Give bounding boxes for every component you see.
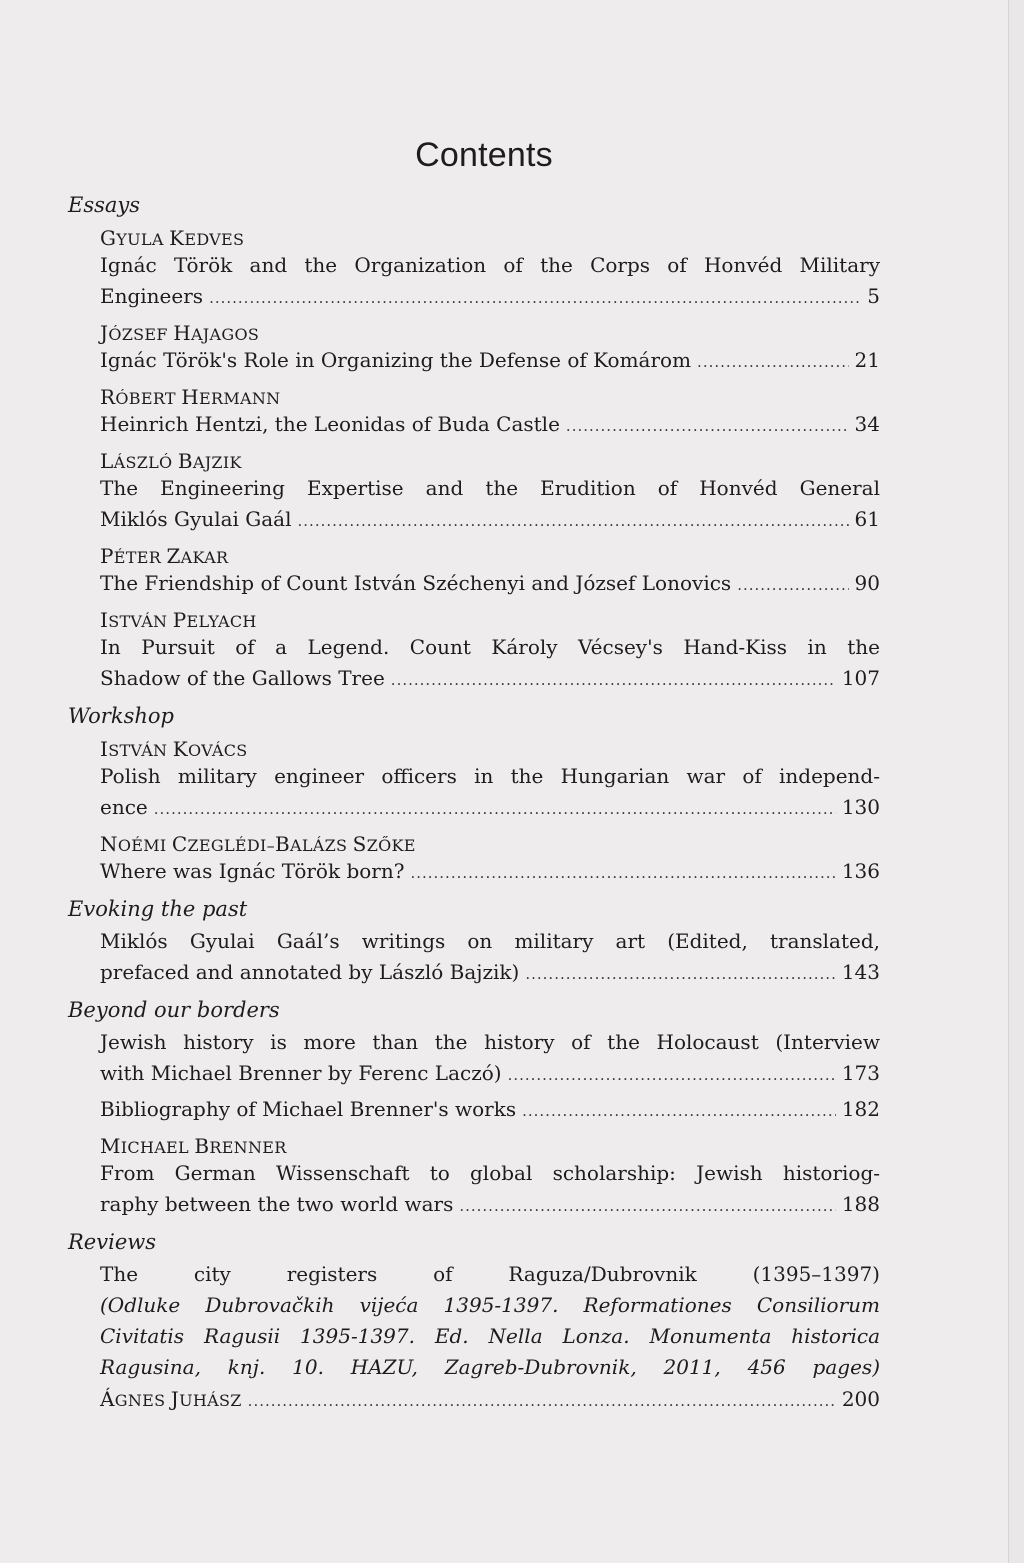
- entry-title-line: Jewish history is more than the history of the Holocaust (Interview: [100, 1030, 880, 1054]
- entry-title-line: Heinrich Hentzi, the Leonidas of Buda Castle: [100, 412, 560, 436]
- entry-author: LÁSZLÓ BAJZIK: [100, 449, 242, 473]
- entry-last-line: [100, 663, 880, 696]
- entry-last-line: [100, 1189, 880, 1222]
- entry-last-line: [100, 1058, 880, 1091]
- entry-title-line: raphy between the two world wars: [100, 1192, 454, 1216]
- entry-last-line: [100, 1094, 880, 1127]
- toc-entry: [100, 828, 880, 889]
- toc-entry: [100, 317, 880, 378]
- toc-entry: [100, 604, 880, 696]
- dot-leader: [508, 1060, 836, 1091]
- dot-leader: [410, 858, 835, 889]
- toc-entry: [100, 1094, 880, 1127]
- dot-leader: [459, 1191, 835, 1222]
- dot-leader: [298, 506, 849, 537]
- entry-subtitle-line: Ragusina, knj. 10. HAZU, Zagreb-Dubrovnik, 2011, 456 pages): [100, 1355, 880, 1379]
- toc-entry: [100, 733, 880, 825]
- entry-title-line: Where was Ignác Török born?: [100, 859, 405, 883]
- dot-leader: [209, 283, 861, 314]
- toc-entry: [100, 381, 880, 442]
- toc-entry: [100, 1027, 880, 1091]
- page-number: 34: [854, 412, 880, 436]
- dot-leader: [697, 347, 849, 378]
- page-number: 61: [854, 507, 880, 531]
- entry-last-line: [100, 957, 880, 990]
- page-title: Contents: [415, 136, 553, 174]
- section-heading: Reviews: [68, 1230, 156, 1254]
- page-number: 136: [841, 859, 880, 883]
- entry-title-line: Polish military engineer officers in the Hungarian war of independ-: [100, 764, 880, 788]
- entry-title-line: Ignác Török's Role in Organizing the Defense of Komárom: [100, 348, 692, 372]
- table-of-contents: [68, 188, 880, 1420]
- entry-author: RÓBERT HERMANN: [100, 385, 281, 409]
- toc-entry: [100, 926, 880, 990]
- page-number: 182: [841, 1097, 880, 1121]
- section-heading: Workshop: [68, 704, 174, 728]
- dot-leader: [391, 665, 836, 696]
- section-heading: Evoking the past: [68, 897, 248, 921]
- entry-last-line: [100, 409, 880, 442]
- dot-leader: [522, 1096, 836, 1127]
- toc-entry: [100, 445, 880, 537]
- page-number: 90: [854, 571, 880, 595]
- dot-leader: [248, 1386, 836, 1417]
- entry-title-line: ence: [100, 795, 148, 819]
- dot-leader: [525, 959, 835, 990]
- entry-title-line: with Michael Brenner by Ferenc Laczó): [100, 1061, 502, 1085]
- entry-subtitle-line: Civitatis Ragusii 1395-1397. Ed. Nella Lonza. Monumenta historica: [100, 1324, 880, 1348]
- page-number: 143: [841, 960, 880, 984]
- entry-title-line: Shadow of the Gallows Tree: [100, 666, 385, 690]
- entry-title-line: In Pursuit of a Legend. Count Károly Vécsey's Hand-Kiss in the: [100, 635, 880, 659]
- page-number: 173: [841, 1061, 880, 1085]
- toc-entry: [100, 222, 880, 314]
- dot-leader: [154, 794, 836, 825]
- entry-title-line: prefaced and annotated by László Bajzik): [100, 960, 520, 984]
- entry-last-line: [100, 856, 880, 889]
- dot-leader: [566, 411, 849, 442]
- entry-title-line: From German Wissenschaft to global scholarship: Jewish historiog-: [100, 1161, 880, 1185]
- page-number: 130: [841, 795, 880, 819]
- entry-last-line: [100, 504, 880, 537]
- entry-last-line: [100, 792, 880, 825]
- toc-entry: [100, 1259, 880, 1417]
- section-heading: Essays: [68, 193, 141, 217]
- entry-author: PÉTER ZAKAR: [100, 544, 229, 568]
- page-number: 5: [867, 284, 880, 308]
- entry-author: ISTVÁN KOVÁCS: [100, 737, 248, 761]
- entry-author: JÓZSEF HAJAGOS: [100, 321, 260, 345]
- entry-author: ISTVÁN PELYACH: [100, 608, 257, 632]
- entry-title-line: Ignác Török and the Organization of the Corps of Honvéd Military: [100, 253, 880, 277]
- page-number: 107: [841, 666, 880, 690]
- page-number: 188: [841, 1192, 880, 1216]
- entry-title-line: Engineers: [100, 284, 204, 308]
- entry-title-line: The Friendship of Count István Széchenyi and József Lonovics: [100, 571, 732, 595]
- dot-leader: [737, 570, 848, 601]
- page-number: 200: [841, 1387, 880, 1411]
- page-number: 21: [854, 348, 880, 372]
- toc-entry: [100, 1130, 880, 1222]
- entry-title-line: The Engineering Expertise and the Erudition of Honvéd General: [100, 476, 880, 500]
- entry-author: NOÉMI CZEGLÉDI–BALÁZS SZŐKE: [100, 832, 416, 856]
- entry-last-line: [100, 345, 880, 378]
- entry-last-line: [100, 281, 880, 314]
- entry-author: ÁGNES JUHÁSZ: [100, 1387, 242, 1411]
- entry-title-line: The city registers of Raguza/Dubrovnik (1395–1397): [100, 1262, 880, 1286]
- entry-subtitle-line: (Odluke Dubrovačkih vijeća 1395-1397. Reformationes Consiliorum: [100, 1293, 880, 1317]
- entry-title-line: Bibliography of Michael Brenner's works: [100, 1097, 517, 1121]
- entry-last-line: [100, 568, 880, 601]
- section-heading: Beyond our borders: [68, 998, 280, 1022]
- toc-entry: [100, 540, 880, 601]
- entry-author: GYULA KEDVES: [100, 226, 245, 250]
- entry-last-line: [100, 1383, 880, 1417]
- entry-author: MICHAEL BRENNER: [100, 1134, 287, 1158]
- entry-title-line: Miklós Gyulai Gaál: [100, 507, 292, 531]
- entry-title-line: Miklós Gyulai Gaál’s writings on military art (Edited, translated,: [100, 929, 880, 953]
